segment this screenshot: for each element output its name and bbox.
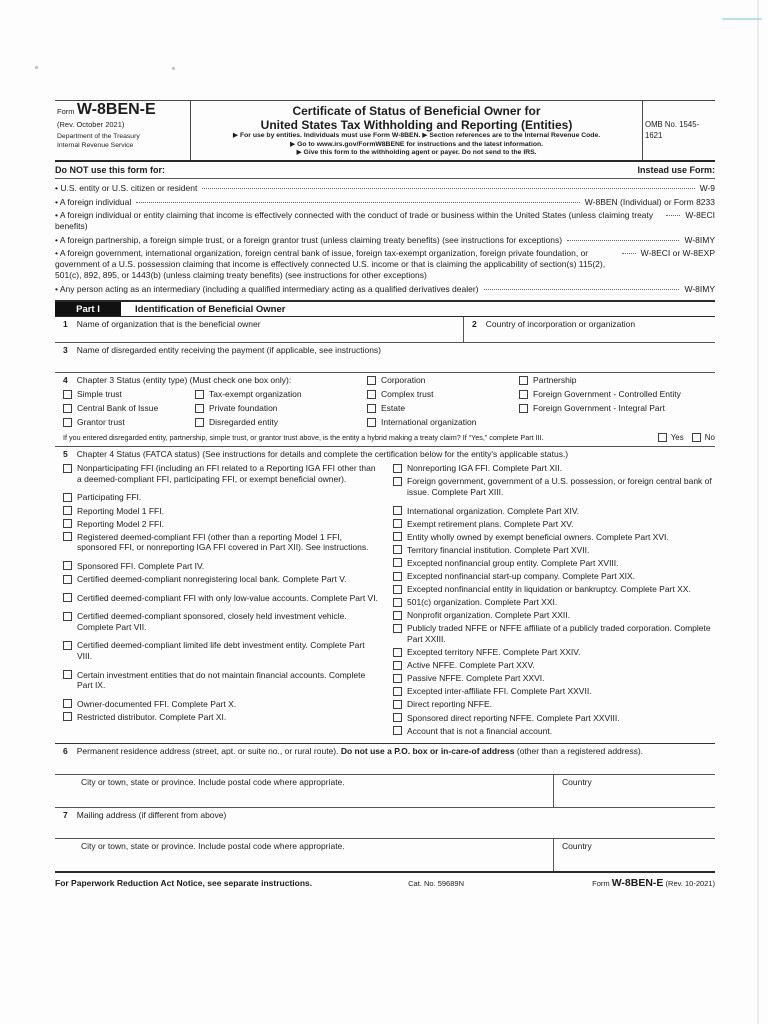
chapter3-option-simple-trust bbox=[63, 389, 191, 400]
omb-number: OMB No. 1545-1621 bbox=[645, 120, 700, 141]
line7-city-country-row bbox=[55, 838, 715, 871]
checkbox-tax-exempt-organization[interactable] bbox=[195, 390, 204, 399]
line7-city-cell bbox=[55, 839, 553, 871]
checkbox-corporation[interactable] bbox=[367, 376, 376, 385]
checkbox-private-foundation[interactable] bbox=[195, 404, 204, 413]
chapter4-option: Certified deemed-compliant nonregistering local bank. Complete Part V. bbox=[63, 574, 379, 585]
instead-use-form: W-8IMY bbox=[684, 283, 715, 294]
dot-leader bbox=[622, 253, 636, 254]
checkbox-sponsored-ffi[interactable] bbox=[63, 561, 72, 570]
option-label: Foreign Government - Controlled Entity bbox=[533, 389, 681, 400]
checkbox-hybrid-yes[interactable] bbox=[658, 433, 667, 442]
line1-line2-row bbox=[55, 317, 715, 343]
catalog-number: Cat. No. 59689N bbox=[408, 878, 464, 888]
checkbox-nonparticipating-ffi[interactable] bbox=[63, 464, 72, 473]
dot-leader bbox=[666, 215, 680, 216]
line2-label: Country of incorporation or organization bbox=[485, 319, 636, 330]
hybrid-yes-option bbox=[658, 432, 684, 443]
line7-label-row bbox=[55, 808, 715, 838]
line1-number: 1 bbox=[63, 319, 68, 330]
checkbox-grantor-trust[interactable] bbox=[63, 418, 72, 427]
do-not-use-row bbox=[55, 197, 715, 208]
line2-cell bbox=[463, 317, 715, 342]
line3-label: Name of disregarded entity receiving the payment (if applicable, see instructions) bbox=[76, 345, 381, 356]
instead-use-form: W-8IMY bbox=[684, 234, 715, 245]
chapter3-option-tax-exempt-organization bbox=[195, 389, 363, 400]
header-instruction-1: ▶ For use by entities. Individuals must use Form W-8BEN. ▶ Section references are to the Internal Revenue Code. bbox=[232, 132, 601, 139]
checkbox-simple-trust[interactable] bbox=[63, 390, 72, 399]
chapter4-option: Sponsored direct reporting NFFE. Complete Part XXVIII. bbox=[393, 713, 715, 724]
checkbox-certified-limited-life-debt[interactable] bbox=[63, 641, 72, 650]
chapter4-option: Owner-documented FFI. Complete Part X. bbox=[63, 699, 379, 710]
checkbox-participating-ffi[interactable] bbox=[63, 493, 72, 502]
do-not-use-row bbox=[55, 248, 715, 281]
option-label: Simple trust bbox=[77, 389, 122, 400]
chapter3-option-partnership bbox=[519, 375, 715, 386]
do-not-use-right: Instead use Form: bbox=[637, 164, 715, 175]
line3-row bbox=[55, 343, 715, 373]
hybrid-no-option bbox=[692, 432, 715, 443]
form-revision: (Rev. October 2021) bbox=[57, 120, 125, 129]
do-not-use-row bbox=[55, 284, 715, 295]
line6-label-part2: (other than a registered address). bbox=[516, 745, 644, 756]
option-label: Corporation bbox=[381, 375, 426, 386]
option-label: Estate bbox=[381, 403, 406, 414]
yes-label: Yes bbox=[670, 433, 684, 443]
option-label: Foreign Government - Integral Part bbox=[533, 403, 665, 414]
country-of-incorporation-input[interactable] bbox=[472, 330, 711, 340]
checkbox-foreign-government-controlled-entity[interactable] bbox=[519, 390, 528, 399]
chapter4-option: Certified deemed-compliant FFI with only low-value accounts. Complete Part VI. bbox=[63, 593, 379, 604]
checkbox-international-organization-fatca[interactable] bbox=[393, 506, 402, 515]
line7-number: 7 bbox=[63, 809, 68, 820]
chapter4-option: Certified deemed-compliant sponsored, closely held investment vehicle. Complete Part VII. bbox=[63, 611, 379, 632]
chapter3-option-private-foundation bbox=[195, 403, 363, 414]
chapter4-option: Excepted nonfinancial entity in liquidation or bankruptcy. Complete Part XX. bbox=[393, 584, 715, 595]
do-not-use-row bbox=[55, 210, 715, 232]
instead-use-form: W-8ECI or W-8EXP bbox=[640, 248, 715, 259]
form-word: Form bbox=[57, 107, 75, 116]
form-number: W-8BEN-E bbox=[76, 101, 156, 118]
line1-label: Name of organization that is the beneficial owner bbox=[76, 319, 261, 330]
checkbox-territory-financial-institution[interactable] bbox=[393, 545, 402, 554]
line7-country-label: Country bbox=[562, 840, 592, 851]
line7-label: Mailing address (if different from above) bbox=[76, 809, 227, 820]
line2-number: 2 bbox=[472, 319, 477, 330]
line4-subgrid-row4 bbox=[63, 417, 363, 428]
checkbox-nonreporting-iga-ffi[interactable] bbox=[393, 464, 402, 473]
line6-city-cell bbox=[55, 775, 553, 807]
chapter4-option: Exempt retirement plans. Complete Part XV. bbox=[393, 519, 715, 530]
chapter4-option: Direct reporting NFFE. bbox=[393, 699, 715, 710]
hybrid-question: If you entered disregarded entity, partnership, simple trust, or grantor trust above, is the entity a hybrid making a treaty claim? If “Yes,” complete Part III. bbox=[63, 433, 544, 443]
hybrid-question-row bbox=[63, 430, 715, 446]
chapter4-option: Excepted nonfinancial group entity. Complete Part XVIII. bbox=[393, 558, 715, 569]
dot-leader bbox=[484, 289, 680, 290]
part1-label: Part I bbox=[55, 302, 121, 316]
checkbox-reporting-model-2-ffi[interactable] bbox=[63, 519, 72, 528]
checkbox-exempt-retirement-plans[interactable] bbox=[393, 519, 402, 528]
chapter4-option: Passive NFFE. Complete Part XXVI. bbox=[393, 673, 715, 684]
chapter4-option: Foreign government, government of a U.S. possession, or foreign central bank of issue. Complete Part XIII. bbox=[393, 476, 715, 497]
line6-label-bold: Do not use a P.O. box or in-care-of address bbox=[340, 745, 517, 756]
checkbox-foreign-government-central-bank[interactable] bbox=[393, 477, 402, 486]
footer-form-number: W-8BEN-E bbox=[611, 876, 664, 889]
do-not-use-text: • Any person acting as an intermediary (including a qualified intermediary acting as a qualified derivatives dealer) bbox=[55, 284, 479, 295]
line4-label: Chapter 3 Status (entity type) (Must check one box only): bbox=[76, 375, 292, 386]
chapter3-option-disregarded-entity bbox=[195, 417, 363, 428]
header-instruction-3: ▶ Give this form to the withholding agent or payer. Do not send to the IRS. bbox=[296, 149, 537, 157]
line4-subgrid-row2 bbox=[63, 389, 363, 400]
option-label: Complex trust bbox=[381, 389, 434, 400]
chapter3-option-foreign-government-controlled-entity bbox=[519, 389, 715, 400]
mailing-country-input[interactable] bbox=[562, 852, 711, 862]
option-label: Partnership bbox=[533, 375, 577, 386]
line6-city-country-row bbox=[55, 774, 715, 807]
checkbox-excepted-nonfinancial-startup[interactable] bbox=[393, 572, 402, 581]
chapter4-option: Nonreporting IGA FFI. Complete Part XII. bbox=[393, 463, 715, 474]
chapter4-option: Participating FFI. bbox=[63, 492, 379, 503]
do-not-use-text: • A foreign government, international organization, foreign central bank of issue, foreign tax-exempt organization, foreign private foundation, or government of a U.S. possession claiming that income is effectively connected U.S. income or that is claiming the applicability of section(s) 115(2), 501(c), 892, 895, or 1443(b) (unless claiming treaty benefits) (see instructions for other exceptions) bbox=[55, 248, 617, 281]
option-label: Grantor trust bbox=[77, 417, 125, 428]
form-w8bene bbox=[55, 100, 715, 889]
scan-speck bbox=[35, 66, 38, 69]
form-title-block bbox=[191, 101, 643, 160]
checkbox-publicly-traded-nffe[interactable] bbox=[393, 624, 402, 633]
do-not-use-heading bbox=[55, 162, 715, 179]
option-label: Central Bank of Issue bbox=[77, 403, 159, 414]
chapter4-option: Active NFFE. Complete Part XXV. bbox=[393, 660, 715, 671]
line5-header bbox=[63, 449, 715, 460]
page-edge-shadow bbox=[757, 0, 759, 1024]
chapter4-option: Account that is not a financial account. bbox=[393, 726, 715, 737]
line3-number: 3 bbox=[63, 345, 68, 356]
chapter4-option: International organization. Complete Part XIV. bbox=[393, 506, 715, 517]
line6-number: 6 bbox=[63, 745, 68, 756]
permanent-country-input[interactable] bbox=[562, 788, 711, 798]
form-number-block bbox=[55, 101, 191, 160]
checkbox-hybrid-no[interactable] bbox=[692, 433, 701, 442]
form-header bbox=[55, 100, 715, 162]
agency-line-1: Department of the Treasury bbox=[57, 133, 140, 140]
dot-leader bbox=[202, 188, 694, 189]
line4-number: 4 bbox=[63, 375, 68, 386]
chapter4-option: 501(c) organization. Complete Part XXI. bbox=[393, 597, 715, 608]
line6-city-label: City or town, state or province. Include postal code where appropriate. bbox=[81, 776, 345, 787]
dot-leader bbox=[136, 202, 580, 203]
option-label: Disregarded entity bbox=[209, 417, 278, 428]
instead-use-form: W-8ECI bbox=[685, 210, 715, 221]
line5-label: Chapter 4 Status (FATCA status) (See instructions for details and complete the certification below for the entity's applicable status.) bbox=[76, 449, 569, 460]
form-title-line-1: Certificate of Status of Beneficial Owner for bbox=[292, 104, 541, 118]
chapter3-option-foreign-government-integral-part bbox=[519, 403, 715, 414]
checkbox-excepted-territory-nffe[interactable] bbox=[393, 648, 402, 657]
checkbox-direct-reporting-nffe[interactable] bbox=[393, 700, 402, 709]
chapter4-option: Certified deemed-compliant limited life debt investment entity. Complete Part VIII. bbox=[63, 640, 379, 661]
chapter3-option-central-bank-of-issue bbox=[63, 403, 191, 414]
checkbox-restricted-distributor[interactable] bbox=[63, 712, 72, 721]
checkbox-central-bank-of-issue[interactable] bbox=[63, 404, 72, 413]
chapter4-left-column bbox=[63, 463, 393, 738]
paperwork-notice: For Paperwork Reduction Act Notice, see separate instructions. bbox=[55, 877, 313, 888]
instead-use-form: W-9 bbox=[699, 183, 715, 194]
organization-name-input[interactable] bbox=[63, 330, 459, 340]
do-not-use-text: • A foreign individual or entity claiming that income is effectively connected with the conduct of trade or business within the United States (unless claiming treaty benefits) bbox=[55, 210, 661, 232]
checkbox-passive-nffe[interactable] bbox=[393, 674, 402, 683]
form-footer bbox=[55, 873, 715, 889]
mailing-city-input[interactable] bbox=[81, 852, 549, 862]
instead-use-form: W-8BEN (Individual) or Form 8233 bbox=[584, 196, 715, 207]
checkbox-excepted-inter-affiliate-ffi[interactable] bbox=[393, 687, 402, 696]
line5-number: 5 bbox=[63, 449, 68, 460]
chapter4-option: Excepted territory NFFE. Complete Part XXIV. bbox=[393, 647, 715, 658]
line5-row bbox=[55, 447, 715, 743]
scan-speck bbox=[172, 67, 175, 70]
checkbox-estate[interactable] bbox=[367, 404, 376, 413]
line7-city-label: City or town, state or province. Include postal code where appropriate. bbox=[81, 840, 345, 851]
line7-country-cell bbox=[553, 839, 715, 871]
chapter4-option: Nonparticipating FFI (including an FFI related to a Reporting IGA FFI other than a deemed-compliant FFI, participating FFI, or exempt beneficial owner). bbox=[63, 463, 379, 484]
checkbox-active-nffe[interactable] bbox=[393, 661, 402, 670]
chapter3-option-complex-trust bbox=[367, 389, 515, 400]
chapter4-option: Entity wholly owned by exempt beneficial owners. Complete Part XVI. bbox=[393, 532, 715, 543]
checkbox-certified-sponsored-closely-held[interactable] bbox=[63, 612, 72, 621]
do-not-use-row bbox=[55, 235, 715, 246]
option-label: International organization bbox=[381, 417, 477, 428]
line4-label-cell bbox=[63, 375, 363, 386]
option-label: Tax-exempt organization bbox=[209, 389, 302, 400]
chapter4-option: Nonprofit organization. Complete Part XXII. bbox=[393, 610, 715, 621]
do-not-use-list bbox=[55, 179, 715, 303]
chapter4-option: Restricted distributor. Complete Part XI. bbox=[63, 712, 379, 723]
part1-title: Identification of Beneficial Owner bbox=[135, 303, 286, 315]
chapter4-right-column bbox=[393, 463, 715, 738]
mailing-address-input[interactable] bbox=[63, 821, 711, 836]
chapter4-option: Reporting Model 1 FFI. bbox=[63, 506, 379, 517]
chapter3-option-corporation bbox=[367, 375, 515, 386]
checkbox-reporting-model-1-ffi[interactable] bbox=[63, 506, 72, 515]
do-not-use-row bbox=[55, 183, 715, 194]
line1-cell bbox=[55, 317, 463, 342]
do-not-use-left: Do NOT use this form for: bbox=[55, 164, 165, 175]
checkbox-certain-investment-entities[interactable] bbox=[63, 670, 72, 679]
checkbox-501c-organization[interactable] bbox=[393, 598, 402, 607]
line6-country-cell bbox=[553, 775, 715, 807]
line6-label-row bbox=[55, 744, 715, 774]
agency-line-2: Internal Revenue Service bbox=[57, 141, 134, 149]
permanent-city-input[interactable] bbox=[81, 788, 549, 798]
checkbox-certified-nonregistering-local-bank[interactable] bbox=[63, 575, 72, 584]
do-not-use-text: • A foreign partnership, a foreign simple trust, or a foreign grantor trust (unless claiming treaty benefits) (see instructions for exceptions) bbox=[55, 235, 562, 246]
part1-header bbox=[55, 302, 715, 317]
footer-form-id bbox=[592, 878, 715, 889]
form-title-line-2: United States Tax Withholding and Reporting (Entities) bbox=[260, 118, 573, 132]
checkbox-disregarded-entity[interactable] bbox=[195, 418, 204, 427]
disregarded-entity-name-input[interactable] bbox=[63, 356, 711, 366]
checkbox-entity-wholly-owned[interactable] bbox=[393, 532, 402, 541]
chapter4-option: Excepted inter-affiliate FFI. Complete Part XXVII. bbox=[393, 686, 715, 697]
header-instruction-2: ▶ Go to www.irs.gov/FormW8BENE for instructions and the latest information. bbox=[289, 140, 544, 148]
do-not-use-text: • U.S. entity or U.S. citizen or resident bbox=[55, 183, 197, 194]
line6-row bbox=[55, 744, 715, 808]
do-not-use-text: • A foreign individual bbox=[55, 197, 131, 208]
checkbox-owner-documented-ffi[interactable] bbox=[63, 699, 72, 708]
chapter3-option-estate bbox=[367, 403, 515, 414]
checkbox-excepted-nonfinancial-liquidation[interactable] bbox=[393, 585, 402, 594]
line4-subgrid-row3 bbox=[63, 403, 363, 414]
chapter4-option: Certain investment entities that do not maintain financial accounts. Complete Part IX. bbox=[63, 670, 379, 691]
checkbox-complex-trust[interactable] bbox=[367, 390, 376, 399]
chapter4-option: Registered deemed-compliant FFI (other than a reporting Model 1 FFI, sponsored FFI, or nonreporting IGA FFI covered in Part XII). See instructions. bbox=[63, 532, 379, 553]
chapter3-option-international-organization bbox=[367, 417, 515, 428]
chapter4-option: Sponsored FFI. Complete Part IV. bbox=[63, 561, 379, 572]
chapter4-option: Reporting Model 2 FFI. bbox=[63, 519, 379, 530]
chapter3-option-grantor-trust bbox=[63, 417, 191, 428]
scan-artifact bbox=[722, 18, 762, 20]
chapter4-option: Publicly traded NFFE or NFFE affiliate of a publicly traded corporation. Complete Part XXIII. bbox=[393, 623, 715, 644]
line6-label-part1: Permanent residence address (street, apt. or suite no., or rural route). bbox=[76, 745, 341, 756]
checkbox-international-organization[interactable] bbox=[367, 418, 376, 427]
checkbox-sponsored-direct-reporting-nffe[interactable] bbox=[393, 713, 402, 722]
dot-leader bbox=[567, 240, 679, 241]
checkbox-nonprofit-organization[interactable] bbox=[393, 611, 402, 620]
option-label: Private foundation bbox=[209, 403, 278, 414]
checkbox-certified-low-value-accounts[interactable] bbox=[63, 593, 72, 602]
line7-row bbox=[55, 808, 715, 873]
footer-form-word: Form bbox=[592, 878, 610, 888]
line6-country-label: Country bbox=[562, 776, 592, 787]
footer-revision: (Rev. 10-2021) bbox=[665, 878, 715, 888]
chapter4-option: Territory financial institution. Complete Part XVII. bbox=[393, 545, 715, 556]
checkbox-account-not-financial[interactable] bbox=[393, 726, 402, 735]
checkbox-excepted-nonfinancial-group[interactable] bbox=[393, 558, 402, 567]
checkbox-foreign-government-integral-part[interactable] bbox=[519, 404, 528, 413]
checkbox-partnership[interactable] bbox=[519, 376, 528, 385]
checkbox-registered-deemed-compliant-ffi[interactable] bbox=[63, 532, 72, 541]
permanent-address-input[interactable] bbox=[63, 757, 711, 772]
no-label: No bbox=[704, 433, 715, 443]
chapter4-option: Excepted nonfinancial start-up company. Complete Part XIX. bbox=[393, 571, 715, 582]
line4-row bbox=[55, 373, 715, 447]
